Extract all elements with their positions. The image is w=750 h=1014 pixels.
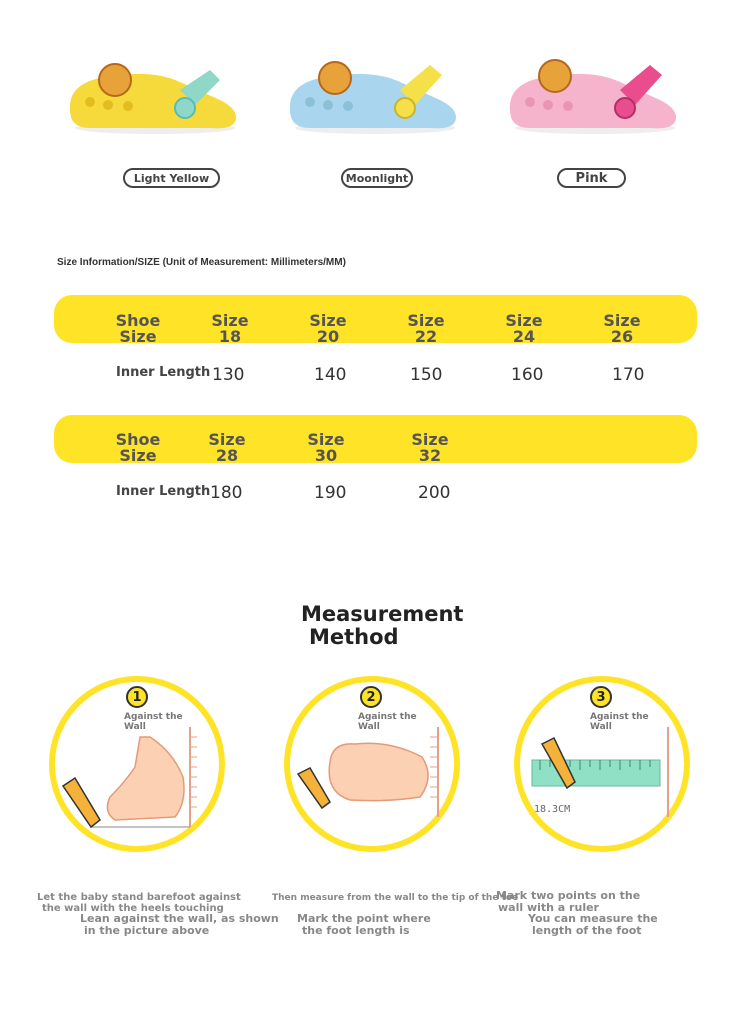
table2-header-shoe-size: Shoe Size <box>115 430 161 465</box>
color-option-moonlight[interactable]: Moonlight <box>341 168 413 188</box>
step-3-number-badge: 3 <box>590 686 612 708</box>
step-1-number-badge: 1 <box>126 686 148 708</box>
step-1-caption-line1: Let the baby stand barefoot against <box>37 892 241 903</box>
step-3-wall-label: Against the Wall <box>590 712 649 732</box>
step-1-caption-line4: in the picture above <box>84 924 210 937</box>
table1-value-24: 160 <box>511 365 544 385</box>
step-2-caption-line3: the foot length is <box>302 924 410 937</box>
table1-value-26: 170 <box>612 365 645 385</box>
step-3-caption-line3: You can measure the <box>528 912 658 925</box>
table1-value-22: 150 <box>410 365 443 385</box>
table1-header-size-22: Size 22 <box>407 311 445 346</box>
table2-header-size-30: Size 30 <box>307 430 345 465</box>
shoe-moonlight-image <box>280 40 470 140</box>
size-information-heading: Size Information/SIZE (Unit of Measurement: Millimeters/MM) <box>57 257 346 268</box>
table2-value-32: 200 <box>418 483 451 503</box>
table1-value-20: 140 <box>314 365 347 385</box>
color-option-pink[interactable]: Pink <box>557 168 626 188</box>
step-3-caption-line1: Mark two points on the <box>496 889 641 902</box>
table1-header-size-26: Size 26 <box>603 311 641 346</box>
table1-header-size-24: Size 24 <box>505 311 543 346</box>
table2-value-28: 180 <box>210 483 243 503</box>
step-3-caption-line2: wall with a ruler <box>498 901 599 914</box>
step-1-wall-label: Against the Wall <box>124 712 183 732</box>
step-1-caption-line3: Lean against the wall, as shown <box>80 912 279 925</box>
table2-header-size-32: Size 32 <box>411 430 449 465</box>
step-2-caption-line1: Then measure from the wall to the tip of the toe <box>272 893 519 903</box>
step-2-number-badge: 2 <box>360 686 382 708</box>
step-1-caption-line2: the wall with the heels touching <box>42 903 224 914</box>
measurement-title-line1: Measurement <box>301 602 464 626</box>
table1-row-label-inner-length: Inner Length <box>116 365 211 380</box>
step-3-ruler-reading: 18.3CM <box>534 804 571 815</box>
step-2-caption-line2: Mark the point where <box>297 912 431 925</box>
step-3-caption-line4: length of the foot <box>532 924 642 937</box>
step-2-wall-label: Against the Wall <box>358 712 417 732</box>
table2-value-30: 190 <box>314 483 347 503</box>
shoe-pink-image <box>500 40 690 140</box>
table1-value-18: 130 <box>212 365 245 385</box>
color-option-light-yellow[interactable]: Light Yellow <box>123 168 220 188</box>
table1-header-size-20: Size 20 <box>309 311 347 346</box>
table2-row-label-inner-length: Inner Length <box>116 484 211 499</box>
shoe-light-yellow-image <box>60 40 250 140</box>
table1-header-shoe-size: Shoe Size <box>115 311 161 346</box>
measurement-title-line2: Method <box>309 625 399 649</box>
table1-header-size-18: Size 18 <box>211 311 249 346</box>
table2-header-size-28: Size 28 <box>208 430 246 465</box>
